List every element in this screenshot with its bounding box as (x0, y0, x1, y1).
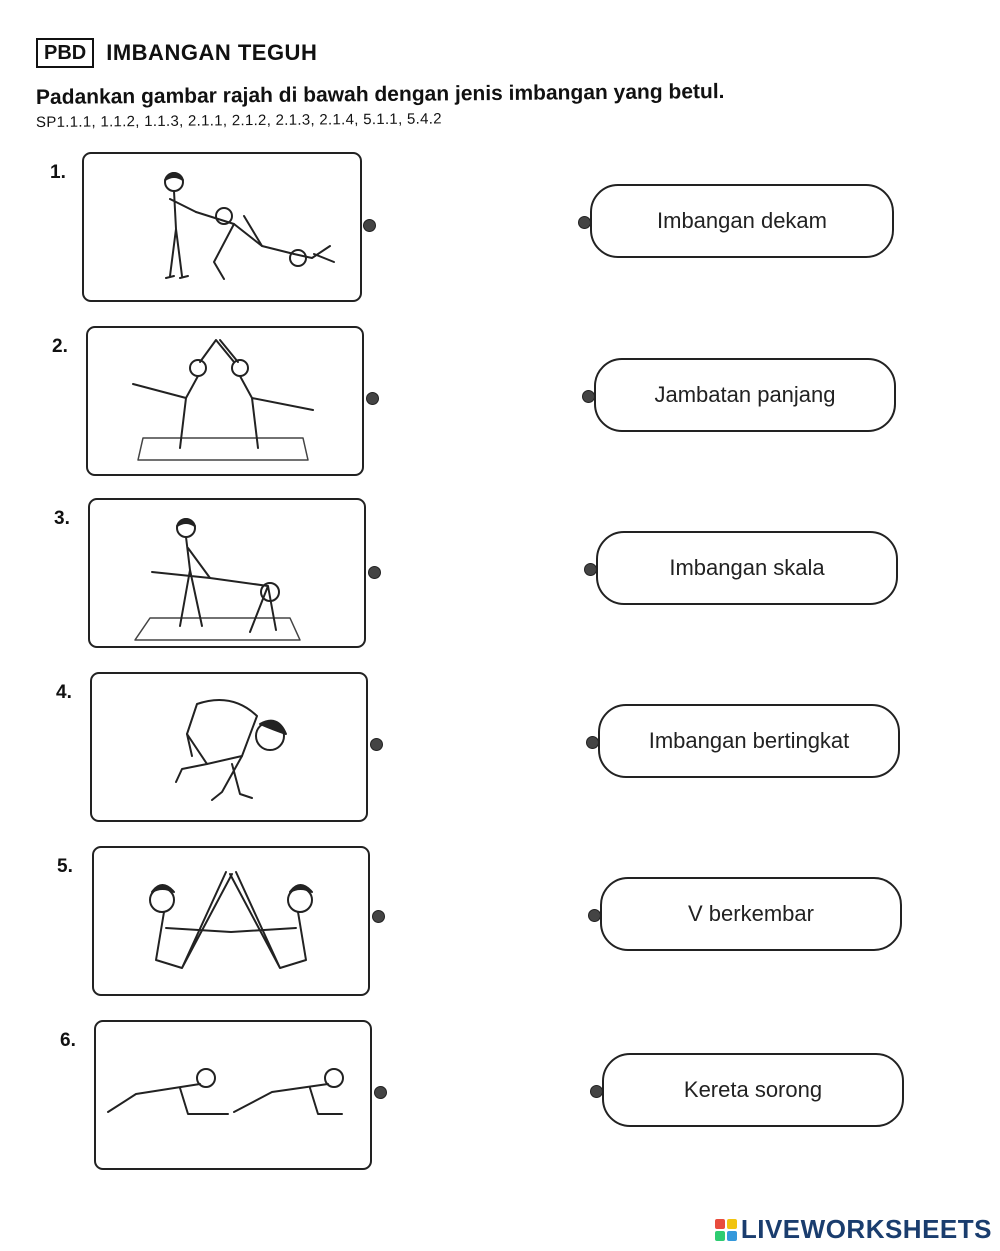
picture-box-2 (86, 326, 364, 476)
page-title: IMBANGAN TEGUH (106, 40, 318, 65)
answer-pill-3[interactable] (596, 531, 898, 605)
answer-label-4: Imbangan bertingkat (648, 728, 850, 753)
pbd-badge: PBD (36, 38, 94, 68)
answer-pill-5[interactable] (600, 877, 902, 951)
answer-pill-2[interactable] (594, 358, 896, 432)
answer-label-1: Imbangan dekam (657, 208, 827, 233)
picture-box-5 (92, 846, 370, 996)
picture-box-3 (88, 498, 366, 648)
figure-partner-v-sit (94, 848, 368, 994)
match-dot-left-1[interactable] (363, 219, 376, 232)
match-dot-left-5[interactable] (372, 910, 385, 923)
item-number-4: 4. (56, 682, 72, 703)
standard-codes: SP1.1.1, 1.1.2, 1.1.3, 2.1.1, 2.1.2, 2.1.3, 2.1.4, 5.1.1, 5.4.2 (35, 110, 442, 131)
answer-label-3: Imbangan skala (669, 555, 825, 580)
picture-box-1 (82, 152, 362, 302)
match-dot-left-3[interactable] (368, 566, 381, 579)
answer-label-2: Jambatan panjang (654, 382, 836, 407)
watermark-text: LIVEWORKSHEETS (740, 1214, 992, 1244)
figure-crouch-balance (92, 674, 366, 820)
item-number-6: 6. (60, 1030, 76, 1051)
item-number-2: 2. (52, 336, 68, 357)
item-number-3: 3. (54, 508, 70, 529)
match-dot-left-2[interactable] (366, 392, 379, 405)
liveworksheets-watermark (715, 1214, 992, 1245)
answer-label-6: Kereta sorong (683, 1077, 823, 1102)
liveworksheets-logo-icon (715, 1219, 737, 1241)
figure-partner-stand-lying-pose (84, 154, 360, 300)
item-number-1: 1. (50, 162, 66, 183)
figure-partner-wheelbarrow-leg-hold (90, 500, 364, 646)
picture-box-4 (90, 672, 368, 822)
answer-pill-6[interactable] (602, 1053, 904, 1127)
answer-pill-4[interactable] (598, 704, 900, 778)
answer-pill-1[interactable] (590, 184, 894, 258)
figure-partner-scale-hands-joined (88, 328, 362, 474)
answer-label-5: V berkembar (688, 901, 814, 926)
match-dot-left-6[interactable] (374, 1086, 387, 1099)
worksheet-header (36, 38, 317, 68)
item-number-5: 5. (57, 856, 73, 877)
instruction-text: Padankan gambar rajah di bawah dengan jenis imbangan yang betul. (35, 79, 725, 109)
picture-box-6 (94, 1020, 372, 1170)
match-dot-left-4[interactable] (370, 738, 383, 751)
figure-partner-plank-hands-joined (96, 1022, 370, 1168)
